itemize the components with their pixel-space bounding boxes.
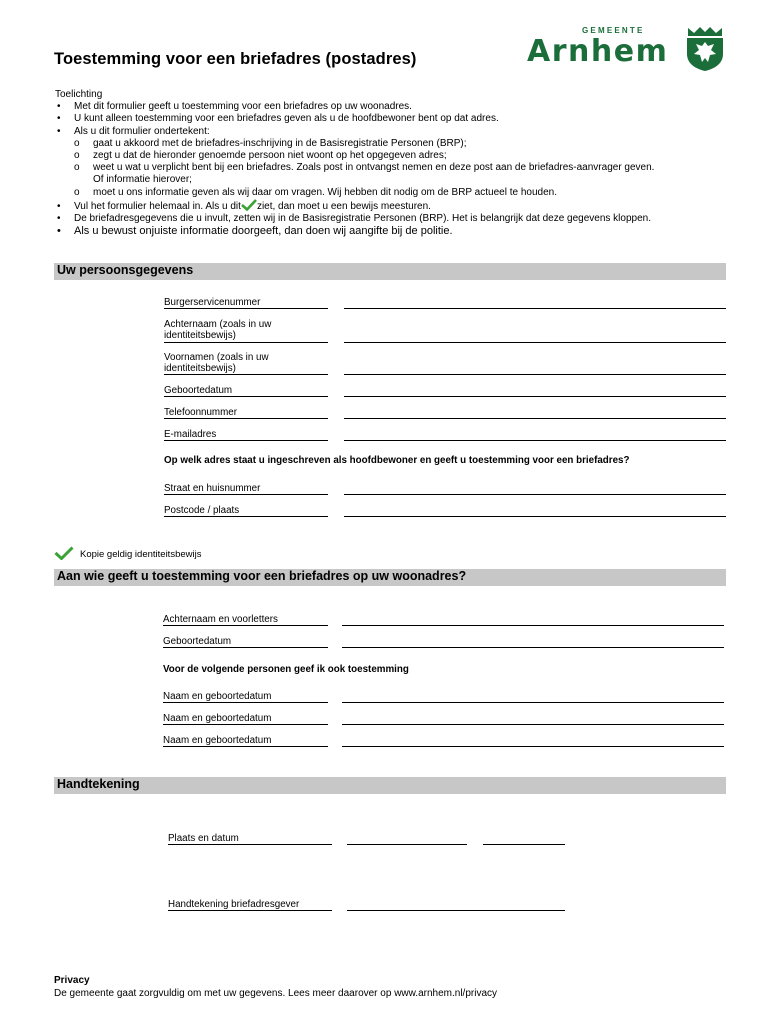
surname-input[interactable] [344,342,726,343]
logo-wordmark: Arnhem [527,34,669,69]
address-question: Op welk adres staat u ingeschreven als hoofdbewoner en geeft u toestemming voor een briefadres? [164,455,630,466]
field-label: Telefoonnummer [164,407,237,418]
intro-bullet: U kunt alleen toestemming voor een briefadres geven als u de hoofdbewoner bent op dat adres. [74,113,499,125]
additional-persons-question: Voor de volgende personen geef ik ook toestemming [163,664,409,675]
email-input[interactable] [344,440,726,441]
field-label: Geboortedatum [163,636,232,647]
postcode-input[interactable] [344,516,726,517]
place-input[interactable] [347,844,467,845]
sub-bullet-icon: o [74,162,80,174]
label-underline [164,494,328,495]
label-underline [164,396,328,397]
label-underline [163,625,328,626]
intro-sub-bullet: zegt u dat de hieronder genoemde persoon niet woont op het opgegeven adres; [93,150,447,162]
sub-bullet-icon: o [74,186,80,198]
label-underline [168,844,332,845]
birthdate-input[interactable] [344,396,726,397]
field-label: Achternaam (zoals in uw identiteitsbewijs) [164,319,272,341]
label-underline [163,746,328,747]
field-label: Naam en geboortedatum [163,691,272,702]
label-underline [163,724,328,725]
field-label: Straat en huisnummer [164,483,261,494]
field-label: Plaats en datum [168,833,239,844]
first-names-input[interactable] [344,374,726,375]
field-label: Postcode / plaats [164,505,240,516]
privacy-title: Privacy [54,975,90,986]
label-underline [168,910,332,911]
intro-sub-bullet-continued: Of informatie hierover; [93,174,192,186]
privacy-text: De gemeente gaat zorgvuldig om met uw gegevens. Lees meer daarover op www.arnhem.nl/privacy [54,988,498,999]
recipient-birthdate-input[interactable] [342,647,724,648]
logo-subtitle: GEMEENTE [582,26,645,35]
field-label: Naam en geboortedatum [163,713,272,724]
intro-bullet: Met dit formulier geeft u toestemming voor een briefadres op uw woonadres. [74,101,412,113]
section-header-personal: Uw persoonsgegevens [54,263,726,280]
label-underline [164,374,328,375]
bullet-icon: • [57,225,61,238]
field-label: Handtekening briefadresgever [168,899,300,910]
checkmark-icon [54,546,74,560]
field-label: Voornamen (zoals in uw identiteitsbewijs) [164,352,269,374]
sub-bullet-icon: o [74,150,80,162]
section-header-signature: Handtekening [54,777,726,794]
sub-bullet-icon: o [74,137,80,149]
intro-sub-bullet: moet u ons informatie geven als wij daar om vragen. Wij hebben dit nodig om de BRP actueel te houden. [93,186,557,198]
label-underline [163,702,328,703]
intro-sub-bullet: weet u wat u verplicht bent bij een briefadres. Zoals post in ontvangst nemen en deze post aan de briefadres-aanvrager geven. [93,162,655,174]
intro-bullet: Als u bewust onjuiste informatie doorgeeft, dan doen wij aangifte bij de politie. [74,225,453,238]
label-underline [164,440,328,441]
intro-sub-bullet: gaat u akkoord met de briefadres-inschrijving in de Basisregistratie Personen (BRP); [93,137,467,149]
intro-bullet: Vul het formulier helemaal in. Als u dit [74,200,241,212]
label-underline [164,418,328,419]
bsn-input[interactable] [344,308,726,309]
intro-bullet-end: ziet, dan moet u een bewijs meesturen. [256,200,431,212]
label-underline [164,516,328,517]
intro-bullet: Als u dit formulier ondertekent: [74,125,210,137]
street-input[interactable] [344,494,726,495]
section-header-consent: Aan wie geeft u toestemming voor een briefadres op uw woonadres? [54,569,726,586]
bullet-icon: • [57,213,61,225]
bullet-icon: • [57,200,61,212]
intro-heading: Toelichting [55,89,103,100]
intro-text [55,89,745,237]
person-2-input[interactable] [342,724,724,725]
label-underline [164,308,328,309]
recipient-name-input[interactable] [342,625,724,626]
bullet-icon: • [57,125,61,137]
checkmark-icon [241,199,257,211]
page-title: Toestemming voor een briefadres (postadres) [54,50,417,68]
date-input[interactable] [483,844,565,845]
field-label: Burgerservicenummer [164,297,261,308]
phone-input[interactable] [344,418,726,419]
arnhem-crest-icon [684,24,726,72]
bullet-icon: • [57,113,61,125]
field-label: Geboortedatum [164,385,233,396]
label-underline [163,647,328,648]
person-1-input[interactable] [342,702,724,703]
field-label: E-mailadres [164,429,217,440]
attachment-label: Kopie geldig identiteitsbewijs [80,549,202,560]
person-3-input[interactable] [342,746,724,747]
field-label: Achternaam en voorletters [163,614,278,625]
signature-input[interactable] [347,910,565,911]
label-underline [164,342,328,343]
intro-bullet: De briefadresgegevens die u invult, zetten wij in de Basisregistratie Personen (BRP). Het is belangrijk dat deze gegevens kloppen. [74,213,651,225]
bullet-icon: • [57,101,61,113]
field-label: Naam en geboortedatum [163,735,272,746]
